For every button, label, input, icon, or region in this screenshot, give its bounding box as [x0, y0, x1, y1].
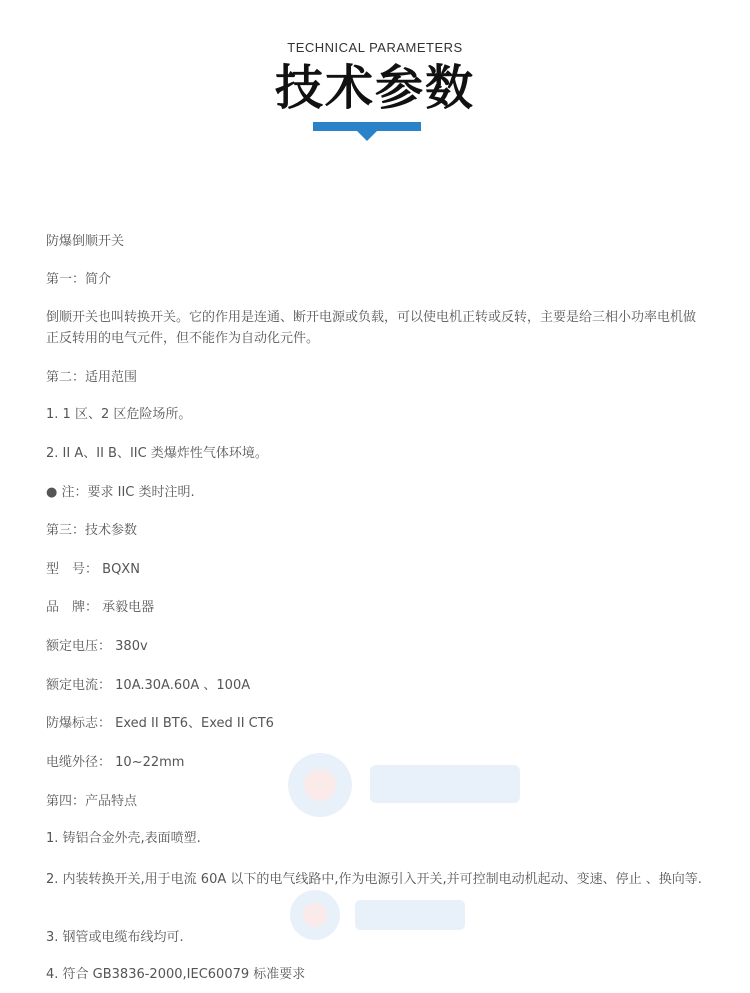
section2-item-1: 1. 1 区、2 区危险场所。: [46, 407, 192, 422]
section2-note: ● 注：要求 IIC 类时注明.: [46, 485, 195, 500]
feature-2: 2. 内装转换开关,用于电流 60A 以下的电气线路中,作为电源引入开关,并可控制电动机起动、变速、停止 、换向等.: [46, 872, 702, 887]
section-title: 技术参数: [274, 60, 475, 116]
title-underline-bar: [313, 122, 421, 131]
spec-model-label: 型 号：: [46, 562, 99, 577]
section-header: [0, 0, 750, 150]
spec-voltage-label: 额定电压：: [46, 639, 112, 654]
title-arrow-icon: [357, 131, 377, 141]
feature-1: 1. 铸铝合金外壳,表面喷塑.: [46, 831, 201, 846]
section2-item-2: 2. II A、II B、IIC 类爆炸性气体环境。: [46, 446, 268, 461]
spec-brand-value: 承毅电器: [102, 600, 155, 615]
spec-brand-label: 品 牌：: [46, 600, 99, 615]
spec-explosion-label: 防爆标志：: [46, 716, 112, 731]
product-name: 防爆倒顺开关: [46, 234, 125, 249]
watermark-logo-icon: [280, 730, 540, 830]
feature-3: 3. 钢管或电缆布线均可.: [46, 930, 184, 945]
section2-heading: 第二：适用范围: [46, 370, 138, 385]
spec-explosion-value: Exed II BT6、Exed II CT6: [115, 716, 274, 731]
spec-voltage: [46, 637, 706, 657]
spec-brand: [46, 598, 706, 618]
spec-cable-label: 电缆外径：: [46, 755, 112, 770]
section3-heading: 第三：技术参数: [46, 523, 138, 538]
spec-model-value: BQXN: [102, 562, 140, 577]
feature-4: 4. 符合 GB3836-2000,IEC60079 标准要求: [46, 967, 306, 982]
spec-current: [46, 676, 706, 696]
spec-cable-value: 10~22mm: [115, 755, 185, 770]
section-subtitle: TECHNICAL PARAMETERS: [287, 40, 463, 55]
spec-model: [46, 560, 706, 580]
spec-cable-diameter: [46, 753, 706, 773]
section1-heading: 第一：简介: [46, 272, 112, 287]
spec-current-label: 额定电流：: [46, 678, 112, 693]
spec-explosion-mark: [46, 714, 706, 734]
spec-current-value: 10A.30A.60A 、100A: [115, 678, 251, 693]
section4-heading: 第四：产品特点: [46, 794, 138, 809]
section1-paragraph: 倒顺开关也叫转换开关。它的作用是连通、断开电源或负载，可以使电机正转或反转，主要是给三相小功率电机做正反转用的电气元件，但不能作为自动化元件。: [46, 310, 697, 346]
spec-voltage-value: 380v: [115, 639, 148, 654]
